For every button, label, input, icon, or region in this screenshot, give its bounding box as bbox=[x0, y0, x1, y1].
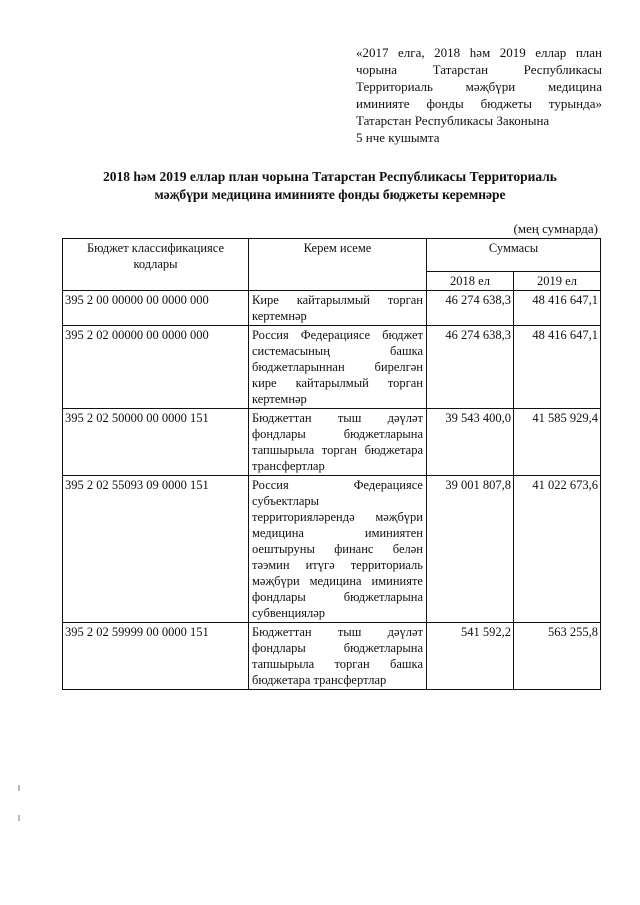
row-name: Бюджеттан тыш дәүләт фондлары бюджетларына тапшырыла торган башка бюджетара трансфертлар bbox=[249, 623, 427, 690]
table-row bbox=[63, 476, 601, 623]
revenue-table bbox=[62, 238, 601, 690]
row-value-2019: 48 416 647,1 bbox=[514, 326, 601, 409]
annex-line: «2017 елга, 2018 һәм 2019 еллар план bbox=[356, 45, 602, 60]
row-value-2018: 39 001 807,8 bbox=[427, 476, 514, 623]
table-row bbox=[63, 291, 601, 326]
row-code: 395 2 02 55093 09 0000 151 bbox=[63, 476, 249, 623]
table-row bbox=[63, 326, 601, 409]
row-name: Россия Федерациясе субъектлары территорияләрендә мәҗбүри медицина иминиятен оештыруны финанс белән тәэмин итүгә территориаль мәҗбүри медицина иминияте фондлары бюджетларына субвенцияләр bbox=[249, 476, 427, 623]
row-value-2019: 563 255,8 bbox=[514, 623, 601, 690]
header-name: Керем исеме bbox=[249, 239, 427, 291]
row-code: 395 2 02 50000 00 0000 151 bbox=[63, 409, 249, 476]
header-code: Бюджет классификациясе кодлары bbox=[63, 239, 249, 291]
row-value-2019: 48 416 647,1 bbox=[514, 291, 601, 326]
annex-line: Татарстан Республикасы Законына bbox=[356, 113, 550, 128]
annex-line: Территориаль мәҗбүри медицина bbox=[356, 79, 602, 94]
annex-number: 5 нче кушымта bbox=[356, 130, 440, 145]
document-title bbox=[60, 168, 600, 204]
row-code: 395 2 02 00000 00 0000 000 bbox=[63, 326, 249, 409]
header-year-2019: 2019 ел bbox=[514, 272, 601, 291]
title-line-1: 2018 һәм 2019 еллар план чорына Татарстан Республикасы Территориаль bbox=[103, 169, 557, 184]
annex-line: чорына Татарстан Республикасы bbox=[356, 62, 602, 77]
row-code: 395 2 02 59999 00 0000 151 bbox=[63, 623, 249, 690]
scan-mark bbox=[18, 815, 20, 821]
table-header-row bbox=[63, 239, 601, 272]
scan-mark bbox=[18, 785, 20, 791]
row-value-2018: 541 592,2 bbox=[427, 623, 514, 690]
row-value-2019: 41 022 673,6 bbox=[514, 476, 601, 623]
row-value-2019: 41 585 929,4 bbox=[514, 409, 601, 476]
row-value-2018: 46 274 638,3 bbox=[427, 326, 514, 409]
annex-line: иминияте фонды бюджеты турында» bbox=[356, 96, 602, 111]
header-year-2018: 2018 ел bbox=[427, 272, 514, 291]
annex-reference bbox=[356, 44, 602, 146]
row-value-2018: 46 274 638,3 bbox=[427, 291, 514, 326]
units-note: (мең сумнарда) bbox=[513, 221, 598, 236]
row-code: 395 2 00 00000 00 0000 000 bbox=[63, 291, 249, 326]
row-name: Бюджеттан тыш дәүләт фондлары бюджетларына тапшырыла торган бюджетара трансфертлар bbox=[249, 409, 427, 476]
header-sums: Суммасы bbox=[427, 239, 601, 272]
table-row bbox=[63, 623, 601, 690]
row-name: Кире кайтарылмый торган кертемнәр bbox=[249, 291, 427, 326]
row-value-2018: 39 543 400,0 bbox=[427, 409, 514, 476]
table-row bbox=[63, 409, 601, 476]
title-line-2: мәҗбүри медицина иминияте фонды бюджеты керемнәре bbox=[154, 187, 506, 202]
row-name: Россия Федерациясе бюджет системасының башка бюджетларыннан бирелгән кире кайтарылмый торган кертемнәр bbox=[249, 326, 427, 409]
